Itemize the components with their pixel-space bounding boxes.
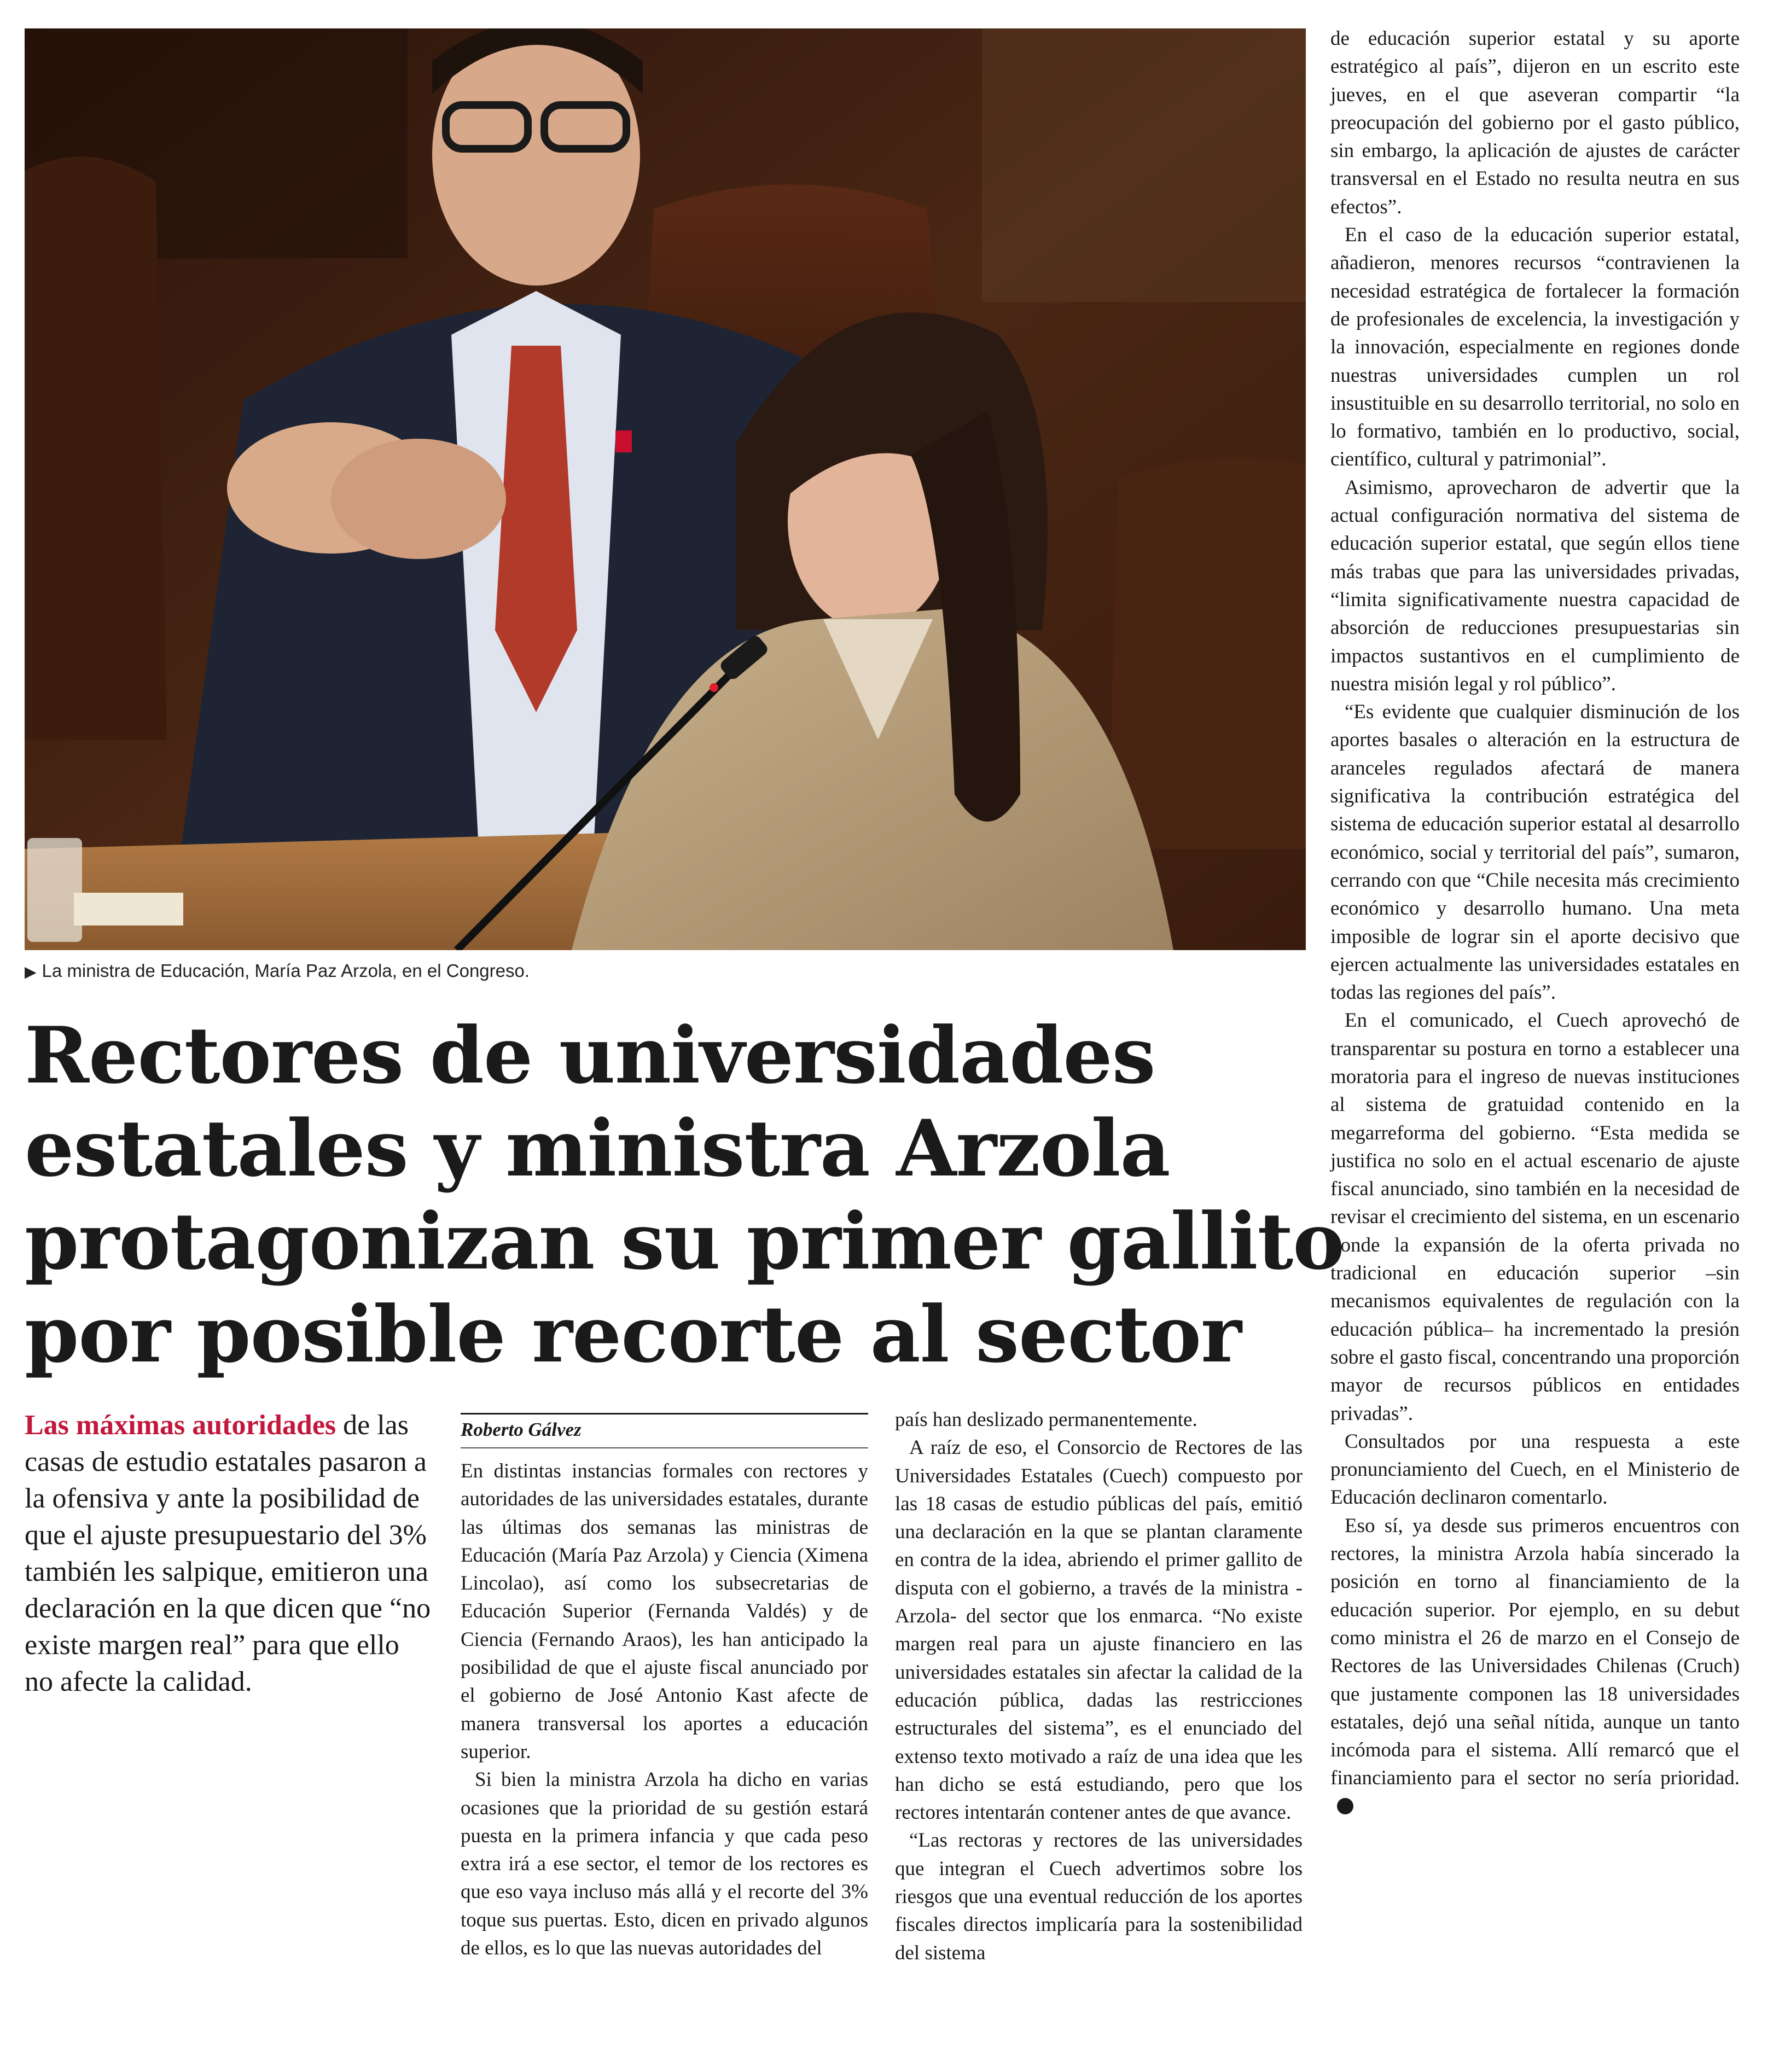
lead-paragraph <box>25 1407 432 1700</box>
body-paragraph: En el comunicado, el Cuech aprovechó de transparentar su postura en torno a establecer una moratoria para el ingreso de nuevas instituciones al sistema de gratuidad contenido en la megarreforma del gobierno. “Esta medida se justifica no solo en el actual escenario de ajuste fiscal anunciado, sino también en la necesidad de revisar el crecimiento del sistema, en un escenario donde la expansión de la oferta privada no tradicional en educación superior –sin mecanismos equivalentes de regulación con la educación pública– ha incrementado la presión sobre el gasto fiscal, concentrando una proporción mayor de recursos públicos en entidades privadas”. <box>1330 1009 1740 1425</box>
body-paragraph: A raíz de eso, el Consorcio de Rectores de las Universidades Estatales (Cuech) compuesto por las 18 casas de estudio públicas del país, emitió una declaración en la que se plantan claramente en contra de la idea, abriendo el primer gallito de disputa con el gobierno, a través de la ministra -Arzola- del sector que los enmarca. “No existe margen real para un ajuste financiero en las universidades estatales sin afectar la calidad de la educación pública, dadas las restricciones estructurales del sistema”, es el enunciado del extenso texto motivado a raíz de una idea que les han dicho se está estudiando, pero que los rectores intentarán contener antes de que avance. <box>895 1436 1303 1824</box>
body-column-2 <box>895 1406 1303 1967</box>
headline-line: por posible recorte al sector <box>25 1289 1241 1380</box>
body-paragraph: En distintas instancias formales con rectores y autoridades de las universidades estatales, durante las últimas dos semanas las ministras de Educación (María Paz Arzola) y Ciencia (Ximena Lincolao), así como los subsecretarias de Educación Superior (Fernanda Valdés) y de Ciencia (Fernando Araos), les han anticipado la posibilidad de que el ajuste fiscal anunciado por el gobierno de José Antonio Kast afecte de manera transversal los aportes a educación superior. <box>461 1460 868 1763</box>
body-column-3 <box>1330 25 1740 1820</box>
lead-text: de las casas de estudio estatales pasaron a la ofensiva y ante la posibilidad de que el ajuste presupuestario del 3% también les salpique, emitieron una declaración en la que dicen que “no existe margen real” para que ello no afecte la calidad. <box>25 1410 431 1697</box>
body-paragraph: Si bien la ministra Arzola ha dicho en varias ocasiones que la prioridad de su gestión estará puesta en la primera infancia y que cada peso extra irá a ese sector, el temor de los rectores es que eso vaya incluso más allá y el recorte del 3% toque sus puertas. Esto, dicen en privado algunos de ellos, es lo que las nuevas autoridades del <box>461 1768 868 1960</box>
final-paragraph-text: Eso sí, ya desde sus primeros encuentros con rectores, la ministra Arzola había sincerado la posición en torno al financiamiento de la educación superior. Por ejemplo, en su debut como ministra el 26 de marzo en el Consejo de Rectores de las Universidades Chilenas (Cruch) que justamente componen las 18 universidades estatales, dejó una señal nítida, aunque un tanto incómoda para el sistema. Allí remarcó que el financiamiento para el sector no sería prioridad. <box>1330 1514 1740 1790</box>
photo-caption <box>25 958 1305 985</box>
body-paragraph-final <box>1330 1512 1740 1820</box>
lead-highlight: Las máximas autoridades <box>25 1410 336 1441</box>
news-photo <box>25 28 1306 950</box>
headline <box>25 1009 1344 1381</box>
body-paragraph: “Las rectoras y rectores de las universidades que integran el Cuech advertimos sobre los riesgos que una eventual reducción de los aportes fiscales directos implicaría para la sostenibilidad del sistema <box>895 1829 1303 1964</box>
byline-rule <box>461 1413 868 1415</box>
caption-text: La ministra de Educación, María Paz Arzola, en el Congreso. <box>42 961 530 981</box>
headline-line: protagonizan su primer gallito <box>25 1196 1344 1287</box>
body-paragraph: Consultados por una respuesta a este pronunciamiento del Cuech, en el Ministerio de Educación declinaron comentarlo. <box>1330 1430 1740 1509</box>
headline-line: estatales y ministra Arzola <box>25 1103 1170 1194</box>
end-of-article-icon <box>1337 1798 1353 1814</box>
body-paragraph: En el caso de la educación superior estatal, añadieron, menores recursos “contravienen la necesidad estratégica de fortalecer la formación de profesionales de excelencia, la investigación y la innovación, especialmente en regiones donde nuestras universidades cumplen un rol insustituible en su desarrollo territorial, no solo en lo formativo, también en lo productivo, social, científico, cultural y patrimonial”. <box>1330 224 1740 471</box>
headline-line: Rectores de universidades <box>25 1010 1155 1101</box>
body-paragraph: Asimismo, aprovecharon de advertir que la actual configuración normativa del sistema de educación superior estatal, que según ellos tiene más trabas que para las universidades privadas, “limita significativamente nuestra capacidad de absorción de reducciones presupuestarias sin impactos sustantivos en el cumplimiento de nuestra misión legal y rol público”. <box>1330 476 1740 695</box>
photo-illustration <box>25 28 1306 950</box>
body-paragraph: país han deslizado permanentemente. <box>895 1409 1197 1431</box>
caption-arrow-icon: ▶ <box>25 963 37 980</box>
byline: Roberto Gálvez <box>461 1418 868 1448</box>
body-paragraph: de educación superior estatal y su aporte estratégico al país”, dijeron en un escrito este jueves, en el que aseveran compartir “la preocupación del gobierno por el gasto público, sin embargo, la aplicación de ajustes de carácter transversal en el Estado no resulta neutra en sus efectos”. <box>1330 27 1740 218</box>
body-column-1 <box>461 1413 868 1962</box>
body-paragraph: “Es evidente que cualquier disminución de los aportes basales o alteración en la estructura de aranceles regulados afectará de manera significativa la contribución estratégica del sistema de educación superior estatal al desarrollo económico, social y territorial del país”, sumaron, cerrando con que “Chile necesita más crecimiento económico y desarrollo humano. Una meta imposible de lograr sin el aporte decisivo que ejercen actualmente las universidades estatales en todas las regiones del país”. <box>1330 701 1740 1004</box>
